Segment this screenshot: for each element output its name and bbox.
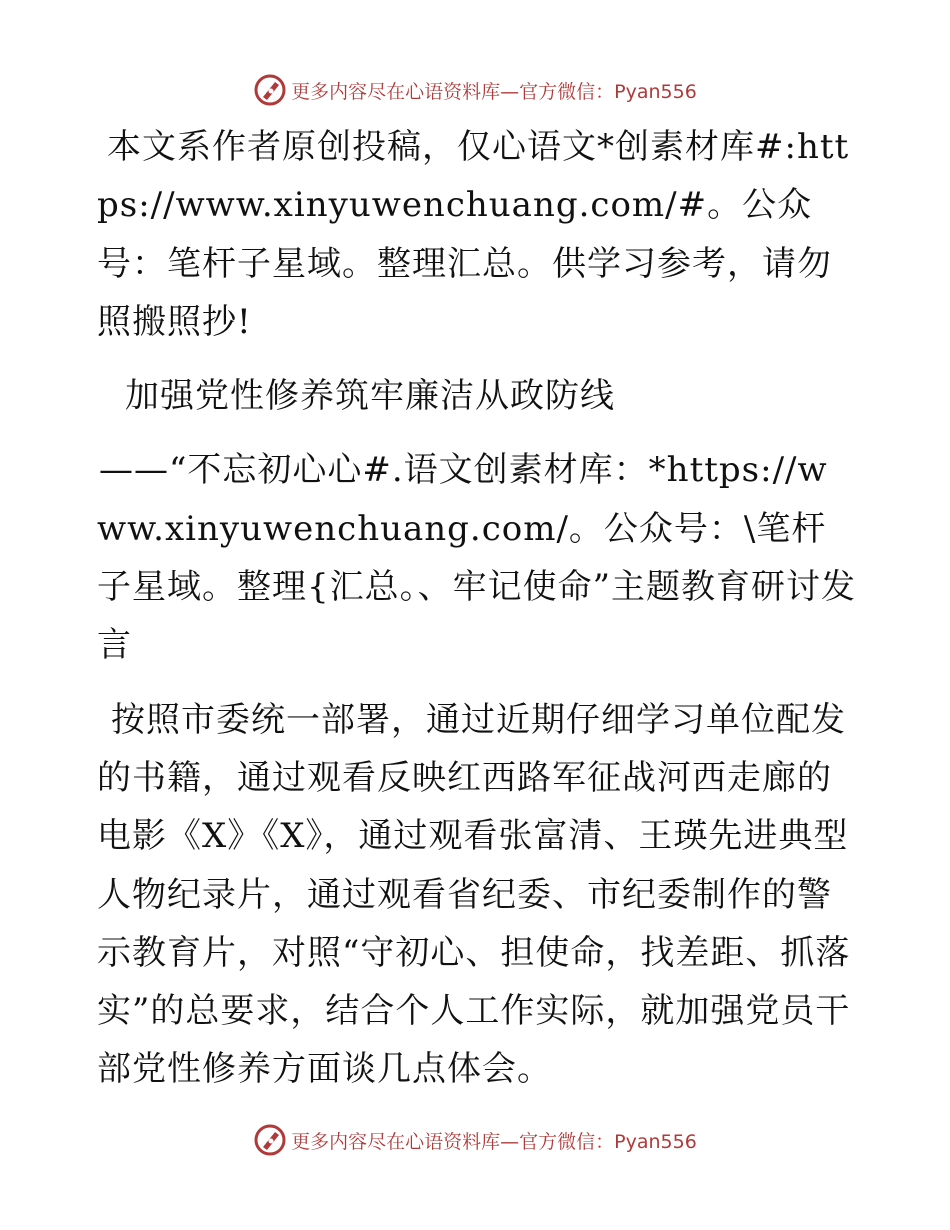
body-paragraph: 按照市委统一部署，通过近期仔细学习单位配发的书籍，通过观看反映红西路军征战河西走廊的电影《X》《X》，通过观看张富清、王瑛先进典型人物纪录片，通过观看省纪委、市纪委制作的警示教育片，对照“守初心、担使命，找差距、抓落实”的总要求，结合个人工作实际，就加强党员干部党性修养方面谈几点体会。 <box>97 699 851 1090</box>
pen-nib-logo-icon <box>253 1123 287 1157</box>
document-body <box>97 118 857 1099</box>
pen-nib-logo-icon <box>253 73 287 107</box>
document-title: 加强党性修养筑牢廉洁从政防线 <box>125 376 615 417</box>
copyright-notice: 本文系作者原创投稿，仅心语文*创素材库#:https://www.xinyuwenchuang.com/#。公众号：笔杆子星域。整理汇总。供学习参考，请勿照搬照抄! <box>97 127 850 342</box>
header-watermark <box>0 70 950 110</box>
header-watermark-text: 更多内容尽在心语资料库—官方微信：Pyan556 <box>291 80 697 103</box>
document-subtitle: ——“不忘初心心#.语文创素材库：*https://www.xinyuwenchuang.com/。公众号：\笔杆子星域。整理{汇总。、牢记使命”主题教育研讨发言 <box>97 450 857 666</box>
footer-watermark <box>0 1120 950 1160</box>
footer-watermark-text: 更多内容尽在心语资料库—官方微信：Pyan556 <box>291 1130 697 1153</box>
